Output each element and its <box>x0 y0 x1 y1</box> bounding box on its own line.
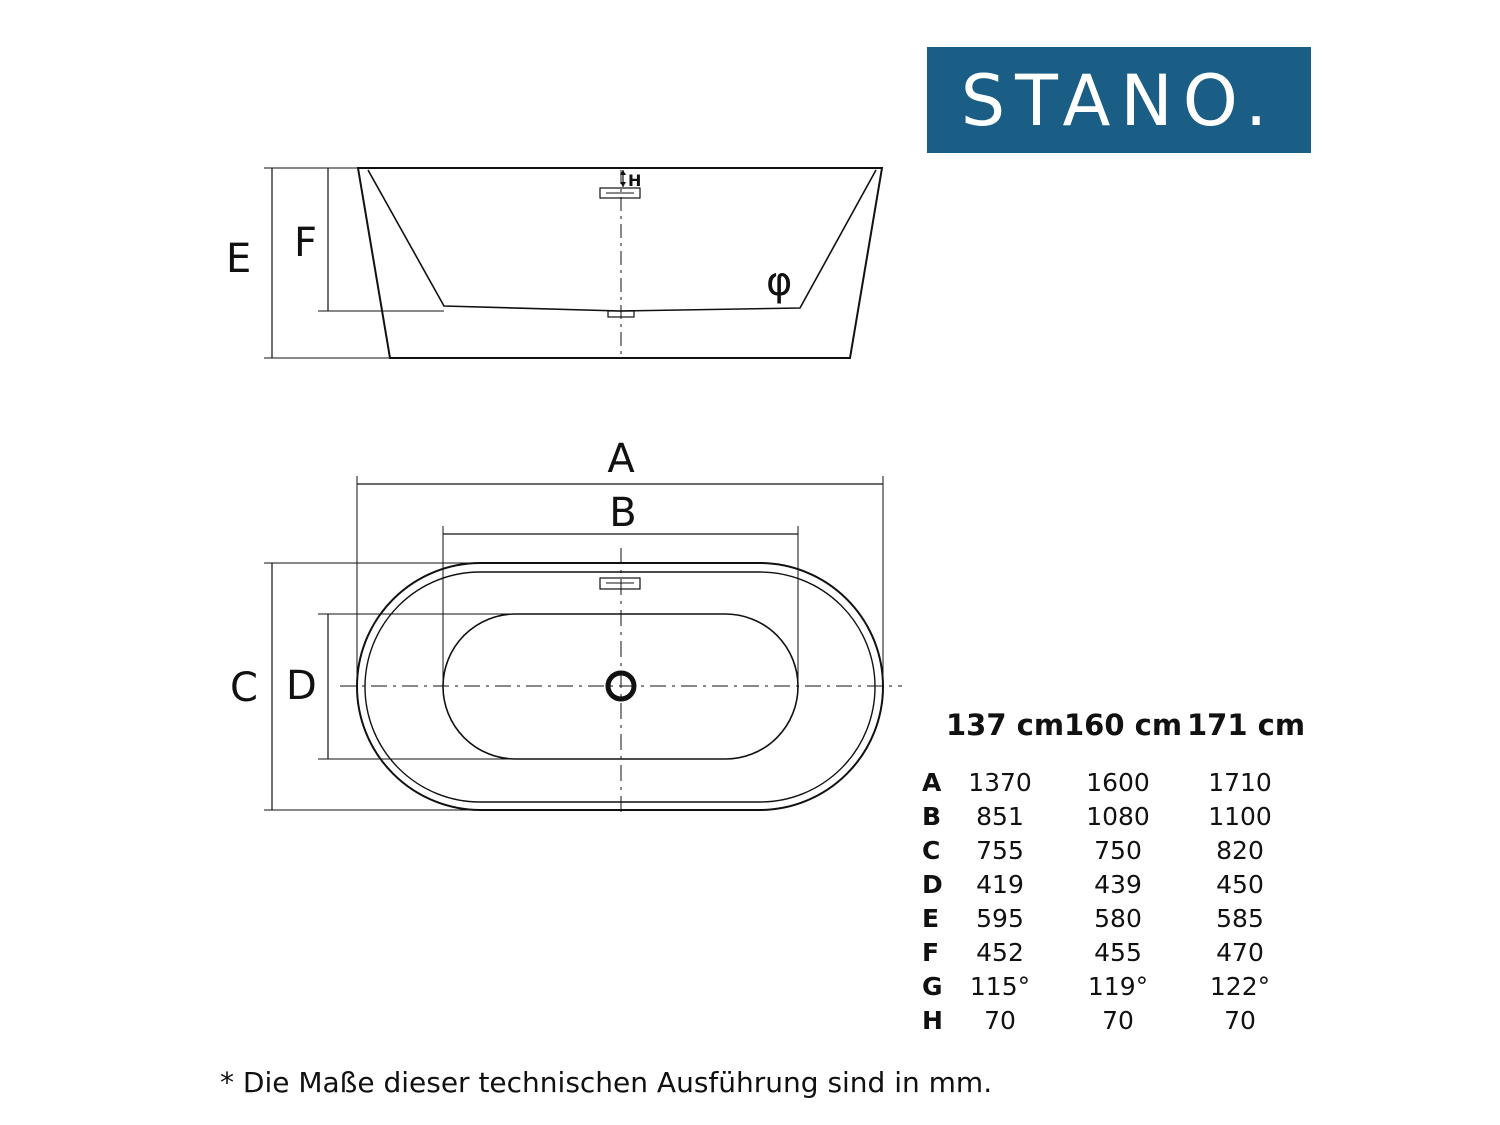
cell: 750 <box>1094 836 1142 865</box>
table-row <box>918 972 1308 1006</box>
top-view-labels <box>230 436 637 711</box>
cell: 70 <box>984 1006 1016 1035</box>
table-row <box>918 802 1308 836</box>
cell: 115° <box>969 972 1031 1001</box>
row-key: E <box>922 904 940 933</box>
cell: 470 <box>1216 938 1264 967</box>
cell: 1080 <box>1086 802 1150 831</box>
row-key: A <box>922 768 942 797</box>
side-view-labels <box>226 171 792 305</box>
row-key: D <box>922 870 943 899</box>
cell: 1710 <box>1208 768 1272 797</box>
label-angle: φ <box>766 259 793 305</box>
cell: 70 <box>1102 1006 1134 1035</box>
table-row <box>918 904 1308 938</box>
label-b: B <box>609 490 637 536</box>
label-a: A <box>607 436 635 482</box>
table-row <box>918 938 1308 972</box>
cell: 419 <box>976 870 1024 899</box>
cell: 820 <box>1216 836 1264 865</box>
cell: 70 <box>1224 1006 1256 1035</box>
table-header-171: 171 cm <box>1187 708 1306 742</box>
row-key: B <box>922 802 942 831</box>
cell: 595 <box>976 904 1024 933</box>
table-header-160: 160 cm <box>1064 708 1183 742</box>
table-header-137: 137 cm <box>946 708 1065 742</box>
cell: 122° <box>1209 972 1271 1001</box>
cell: 450 <box>1216 870 1264 899</box>
row-key: C <box>922 836 941 865</box>
brand-logo-text: STANO. <box>960 60 1278 142</box>
row-key: H <box>922 1006 943 1035</box>
table-row <box>918 768 1308 802</box>
footnote: * Die Maße dieser technischen Ausführung sind in mm. <box>220 1066 993 1099</box>
cell: 851 <box>976 802 1024 831</box>
cell: 755 <box>976 836 1024 865</box>
table-row <box>918 870 1308 904</box>
label-d: D <box>286 663 317 709</box>
tub-side-outline <box>358 168 882 358</box>
cell: 439 <box>1094 870 1142 899</box>
cell: 1100 <box>1208 802 1272 831</box>
table-row <box>918 1006 1308 1040</box>
cell: 1600 <box>1086 768 1150 797</box>
cell: 452 <box>976 938 1024 967</box>
cell: 580 <box>1094 904 1142 933</box>
table-row <box>918 836 1308 870</box>
label-h: H <box>628 171 642 190</box>
cell: 119° <box>1087 972 1149 1001</box>
top-view <box>264 476 902 818</box>
label-f: F <box>294 220 318 266</box>
row-key: F <box>922 938 940 967</box>
cell: 1370 <box>968 768 1032 797</box>
row-key: G <box>922 972 943 1001</box>
tub-side-basin <box>368 170 876 311</box>
cell: 455 <box>1094 938 1142 967</box>
cell: 585 <box>1216 904 1264 933</box>
label-e: E <box>226 236 252 282</box>
label-c: C <box>230 665 258 711</box>
